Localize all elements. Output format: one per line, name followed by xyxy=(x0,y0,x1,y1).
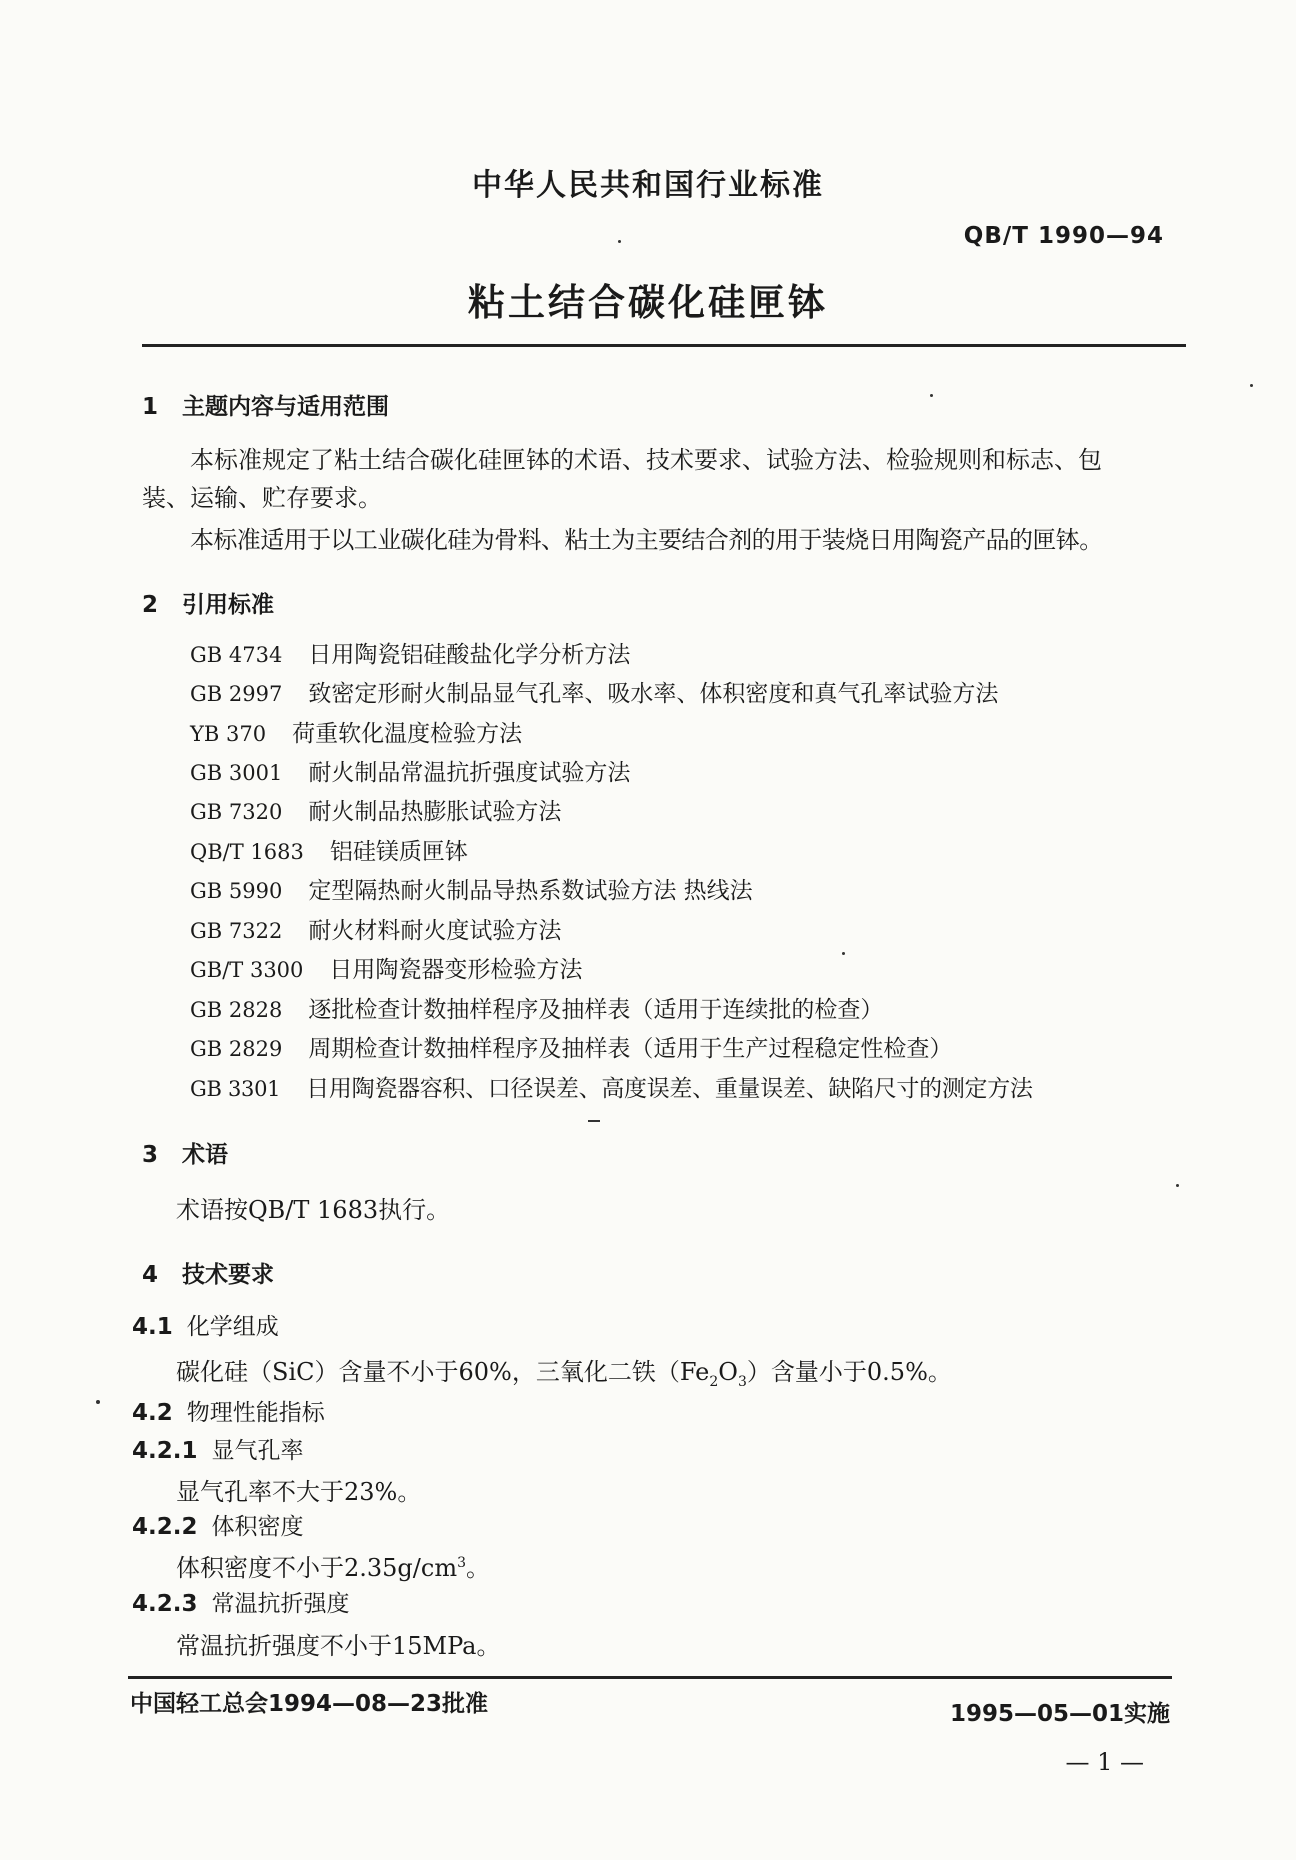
apparent-porosity-text: 显气孔率不大于23%。 xyxy=(176,1478,422,1506)
reference-code: GB 5990 xyxy=(190,879,283,903)
reference-title: 日用陶瓷铝硅酸盐化学分析方法 xyxy=(308,642,631,668)
scan-speck xyxy=(842,952,845,955)
reference-title: 荷重软化温度检验方法 xyxy=(292,721,523,747)
subsection-title: 显气孔率 xyxy=(211,1438,304,1464)
reference-row xyxy=(190,833,468,866)
subsection-4-2-1-heading xyxy=(132,1432,304,1465)
reference-code: GB 2829 xyxy=(190,1037,283,1061)
section-title: 主题内容与适用范围 xyxy=(182,394,389,420)
section-number: 2 xyxy=(142,592,159,618)
scan-speck xyxy=(588,1120,600,1122)
scan-speck xyxy=(618,240,621,243)
scan-speck xyxy=(1176,1184,1179,1187)
approval-date: 中国轻工总会1994—08—23批准 xyxy=(130,1691,489,1717)
section-title: 技术要求 xyxy=(182,1262,274,1288)
reference-title: 耐火材料耐火度试验方法 xyxy=(308,918,562,944)
chemical-composition-text xyxy=(176,1352,952,1390)
subsection-title: 常温抗折强度 xyxy=(211,1591,350,1617)
scan-speck xyxy=(930,394,933,397)
reference-code: GB 3301 xyxy=(190,1077,281,1101)
subscript: 2 xyxy=(709,1373,719,1390)
standard-code: QB/T 1990—94 xyxy=(963,223,1164,249)
reference-row xyxy=(190,636,630,669)
reference-title: 铝硅镁质匣钵 xyxy=(329,839,468,865)
density-text-part: 体积密度不小于2.35g/cm xyxy=(176,1554,458,1582)
reference-title: 周期检查计数抽样程序及抽样表（适用于生产过程稳定性检查） xyxy=(308,1036,953,1062)
section-2-heading xyxy=(142,586,274,619)
reference-row xyxy=(190,675,998,708)
density-text-part: 。 xyxy=(466,1554,491,1582)
reference-code: GB 2997 xyxy=(190,682,283,706)
reference-code: GB/T 3300 xyxy=(190,958,304,982)
reference-title: 逐批检查计数抽样程序及抽样表（适用于连续批的检查） xyxy=(308,997,884,1023)
reference-row xyxy=(190,1030,952,1063)
title-divider xyxy=(142,344,1186,347)
reference-title: 日用陶瓷器变形检验方法 xyxy=(329,957,583,983)
subsection-4-1-heading xyxy=(132,1308,279,1341)
reference-code: QB/T 1683 xyxy=(190,840,304,864)
subsection-number: 4.1 xyxy=(132,1314,173,1340)
subscript: 3 xyxy=(737,1373,747,1390)
subsection-number: 4.2.2 xyxy=(132,1514,198,1540)
section-3-heading xyxy=(142,1136,228,1169)
reference-row xyxy=(190,872,753,905)
section-title: 术语 xyxy=(182,1142,228,1168)
section-1-heading xyxy=(142,388,389,421)
section-1-paragraph-1b: 装、运输、贮存要求。 xyxy=(142,484,382,512)
subsection-4-2-3-heading xyxy=(132,1585,350,1618)
subsection-number: 4.2.1 xyxy=(132,1438,198,1464)
reference-row xyxy=(190,991,883,1024)
reference-title: 定型隔热耐火制品导热系数试验方法 热线法 xyxy=(308,878,753,904)
reference-title: 耐火制品常温抗折强度试验方法 xyxy=(308,760,631,786)
reference-title: 耐火制品热膨胀试验方法 xyxy=(308,799,562,825)
effective-date: 1995—05—01实施 xyxy=(949,1701,1170,1727)
reference-code: YB 370 xyxy=(190,722,267,746)
scan-speck xyxy=(96,1400,100,1404)
section-3-paragraph: 术语按QB/T 1683执行。 xyxy=(176,1196,451,1224)
reference-row xyxy=(190,1070,1033,1103)
superscript: 3 xyxy=(457,1555,467,1571)
subsection-4-2-heading xyxy=(132,1394,325,1427)
section-1-paragraph-1a: 本标准规定了粘土结合碳化硅匣钵的术语、技术要求、试验方法、检验规则和标志、包 xyxy=(190,446,1102,474)
reference-row xyxy=(190,912,561,945)
subsection-4-2-2-heading xyxy=(132,1508,304,1541)
reference-row xyxy=(190,951,582,984)
reference-code: GB 7320 xyxy=(190,800,283,824)
section-title: 引用标准 xyxy=(182,592,274,618)
reference-code: GB 4734 xyxy=(190,643,283,667)
section-number: 4 xyxy=(142,1262,159,1288)
reference-code: GB 2828 xyxy=(190,998,283,1022)
reference-title: 日用陶瓷器容积、口径误差、高度误差、重量误差、缺陷尺寸的测定方法 xyxy=(306,1076,1033,1102)
reference-row xyxy=(190,793,561,826)
section-number: 3 xyxy=(142,1142,159,1168)
reference-row xyxy=(190,754,630,787)
reference-code: GB 7322 xyxy=(190,919,283,943)
page-number: — 1 — xyxy=(1065,1748,1144,1776)
flexural-strength-text: 常温抗折强度不小于15MPa。 xyxy=(176,1632,501,1660)
section-4-heading xyxy=(142,1256,274,1289)
composition-text-part: O xyxy=(718,1358,738,1386)
section-number: 1 xyxy=(142,394,159,420)
composition-text-part: ）含量小于0.5%。 xyxy=(746,1358,952,1386)
bulk-density-text xyxy=(176,1548,490,1583)
subsection-number: 4.2 xyxy=(132,1400,173,1426)
reference-code: GB 3001 xyxy=(190,761,283,785)
footer-divider xyxy=(128,1676,1172,1679)
section-1-paragraph-2: 本标准适用于以工业碳化硅为骨料、粘土为主要结合剂的用于装烧日用陶瓷产品的匣钵。 xyxy=(190,526,1103,554)
scan-speck xyxy=(1250,384,1253,387)
document-title: 粘土结合碳化硅匣钵 xyxy=(468,281,828,324)
subsection-title: 物理性能指标 xyxy=(186,1400,325,1426)
subsection-title: 化学组成 xyxy=(186,1314,279,1340)
subsection-title: 体积密度 xyxy=(211,1514,304,1540)
reference-row xyxy=(190,715,522,748)
composition-text-part: 碳化硅（SiC）含量不小于60%，三氧化二铁（Fe xyxy=(176,1358,710,1386)
reference-title: 致密定形耐火制品显气孔率、吸水率、体积密度和真气孔率试验方法 xyxy=(308,681,999,707)
org-title: 中华人民共和国行业标准 xyxy=(472,168,824,203)
subsection-number: 4.2.3 xyxy=(132,1591,198,1617)
